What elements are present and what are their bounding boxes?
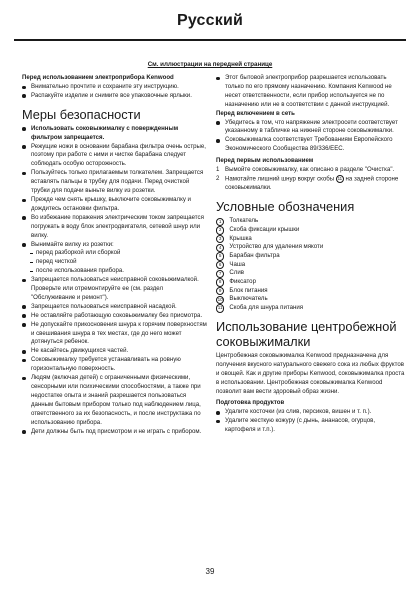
safety-list-continued [22,276,208,436]
symbol-number: 7 [216,270,224,278]
before-use-section [22,74,208,101]
usage-heading: Использование центробежной соковыжималки [216,318,397,349]
step-number: 1 [216,166,220,174]
preparation-heading: Подготовка продуктов [216,399,285,407]
list-item: Режущие ножи в основании барабана фильтра очень острые, поэтому при работе с ними и чистке барабана следует соблюдать особую осторожность. [22,143,208,170]
first-use-heading: Перед первым использованием [216,157,314,165]
left-column [22,74,208,436]
symbol-label: Барабан фильтра [229,252,280,260]
symbol-number: 5 [216,252,224,260]
page-number: 39 [205,567,215,576]
list-item: Убедитесь в том, что напряжение электросети соответствует указанному в табличке на нижней стороне соковыжималки. [216,119,406,137]
symbol-item [216,296,406,305]
first-use-section [216,157,406,193]
illustrations-reference: См. иллюстрации на передней странице [147,61,273,68]
symbol-label: Крышка [229,234,252,242]
list-item: Распакуйте изделие и снимите все упаковочные ярлыки. [22,92,208,101]
numbered-step [216,166,406,175]
list-item: Соковыжималку требуется устанавливать на ровную горизонтальную поверхность. [22,356,208,374]
symbol-number: 9 [216,287,224,295]
list-item: Не допускайте прикосновения шнура к горячим поверхностям и свешивания шнура в тех местах, где до него может дотянуться ребенок. [22,321,208,348]
symbol-number: 2 [216,226,224,234]
list-item: Внимательно прочтите и сохраните эту инструкцию. [22,83,208,92]
step-text [225,175,406,193]
symbol-number: 10 [216,296,224,304]
symbol-label: Слив [229,269,244,277]
symbols-list [216,217,406,313]
symbol-number: 6 [216,261,224,269]
symbol-number: 1 [216,218,224,226]
safety-list-end [216,74,406,110]
step-text-end: на задней стороне соковыжималки. [225,175,399,192]
list-item: Дети должны быть под присмотром и не играть с прибором. [22,428,208,437]
step-number: 2 [216,174,220,182]
step-text-start: Намотайте лишний шнур вокруг скобы [225,175,335,183]
symbols-heading: Условные обозначения [216,199,355,215]
before-plug-section [216,110,406,155]
list-item: Этот бытовой электроприбор разрешается использовать только по его прямому назначению. Компания Kenwood не несет ответственности, если прибор используется не по назначению или не в соответствии с данной инструкцией. [216,74,406,110]
symbol-item [216,217,406,226]
symbol-item [216,304,406,313]
symbol-number: 8 [216,278,224,286]
symbol-label: Выключатель [229,295,268,303]
usage-paragraph: Центробежная соковыжималка Kenwood предназначена для получения вкусного натурального свежего сока из любых фруктов и овощей. Как и другие приборы Kenwood, соковыжималка проста в использовании. Центробежная соковыжималка Kenwood позволит вам вести здоровый образ жизни. [216,351,405,395]
step-text: Вымойте соковыжималку, как описано в разделе "Очистка". [225,166,395,174]
list-item: Не касайтесь движущихся частей. [22,347,208,356]
symbol-item [216,235,406,244]
list-item: Пользуйтесь только прилагаемым толкателем. Запрещается вставлять пальцы в трубку для подачи. Перед очисткой трубки для подачи выньте вилку из розетки. [22,169,208,196]
list-item: перед чисткой [22,258,208,267]
before-plug-heading: Перед включением в сеть [216,109,295,117]
symbol-item [216,278,406,287]
list-item: Использовать соковыжималку с повержденным фильтром запрещается. [22,125,208,143]
list-item: Запрещается пользоваться неисправной насадкой. [22,303,208,312]
numbered-step [216,175,406,193]
list-item: Не оставляйте работающую соковыжималку без присмотра. [22,312,208,321]
list-item: перед разборкой или сборкой [22,249,208,258]
list-item: Вынимайте вилку из розетки: [22,241,208,250]
symbol-label: Фиксатор [229,278,256,286]
list-item: Прежде чем снять крышку, выключите соковыжималку и дождитесь остановки фильтра. [22,196,208,214]
unplug-list [22,249,208,276]
before-use-heading: Перед использованием электроприбора Kenwood [22,74,174,81]
page-title: Русский [176,12,244,29]
symbol-item [216,252,406,261]
list-item: после использования прибора. [22,267,208,276]
symbol-label: Скоба для шнура питания [229,304,304,312]
preparation-section [216,399,406,435]
list-item: Во избежание поражения электрическим током запрещается погружать в воду блок электродвигателя, сетевой шнур или вилку. [22,214,208,241]
symbol-label: Устройство для удаления мякоти [229,243,324,251]
symbol-number: 3 [216,235,224,243]
list-item: Людям (включая детей) с ограниченными физическими, сенсорными или психическими способностями, а также при недостатке опыта и знаний разрешается пользоваться данным бытовым прибором только под наблюдением лица, ответственного за их безопасность, и после инструктажа по использованию прибора. [22,374,208,427]
symbol-item [216,287,406,296]
right-column [216,74,406,435]
symbol-number: 4 [216,244,224,252]
symbol-label: Толкатель [229,217,259,225]
symbol-label: Скоба фиксации крышки [229,225,300,233]
symbol-label: Блок питания [229,286,268,294]
cord-clip-ref: 11 [337,175,343,181]
list-item: Удалите косточки (из слив, персиков, вишен и т. п.). [216,408,406,417]
symbol-item [216,243,406,252]
list-item: Запрещается пользоваться неисправной соковыжималкой. Проверьте или отремонтируйте ее (см. раздел "Обслуживание и ремонт"). [22,276,208,303]
symbol-label: Чаша [229,260,246,268]
safety-list [22,125,208,250]
list-item: Удалите жесткую кожуру (с дынь, ананасов, огурцов, картофеля и т.п.). [216,417,406,435]
symbol-item [216,261,406,270]
title-rule [14,39,406,41]
list-item: Соковыжималка соответствует Требованиям Европейского Экономического Сообщества 89/336/EEC. [216,136,406,154]
symbol-number: 11 [216,304,224,312]
safety-heading: Меры безопасности [22,106,141,122]
symbol-item [216,226,406,235]
symbol-item [216,270,406,279]
